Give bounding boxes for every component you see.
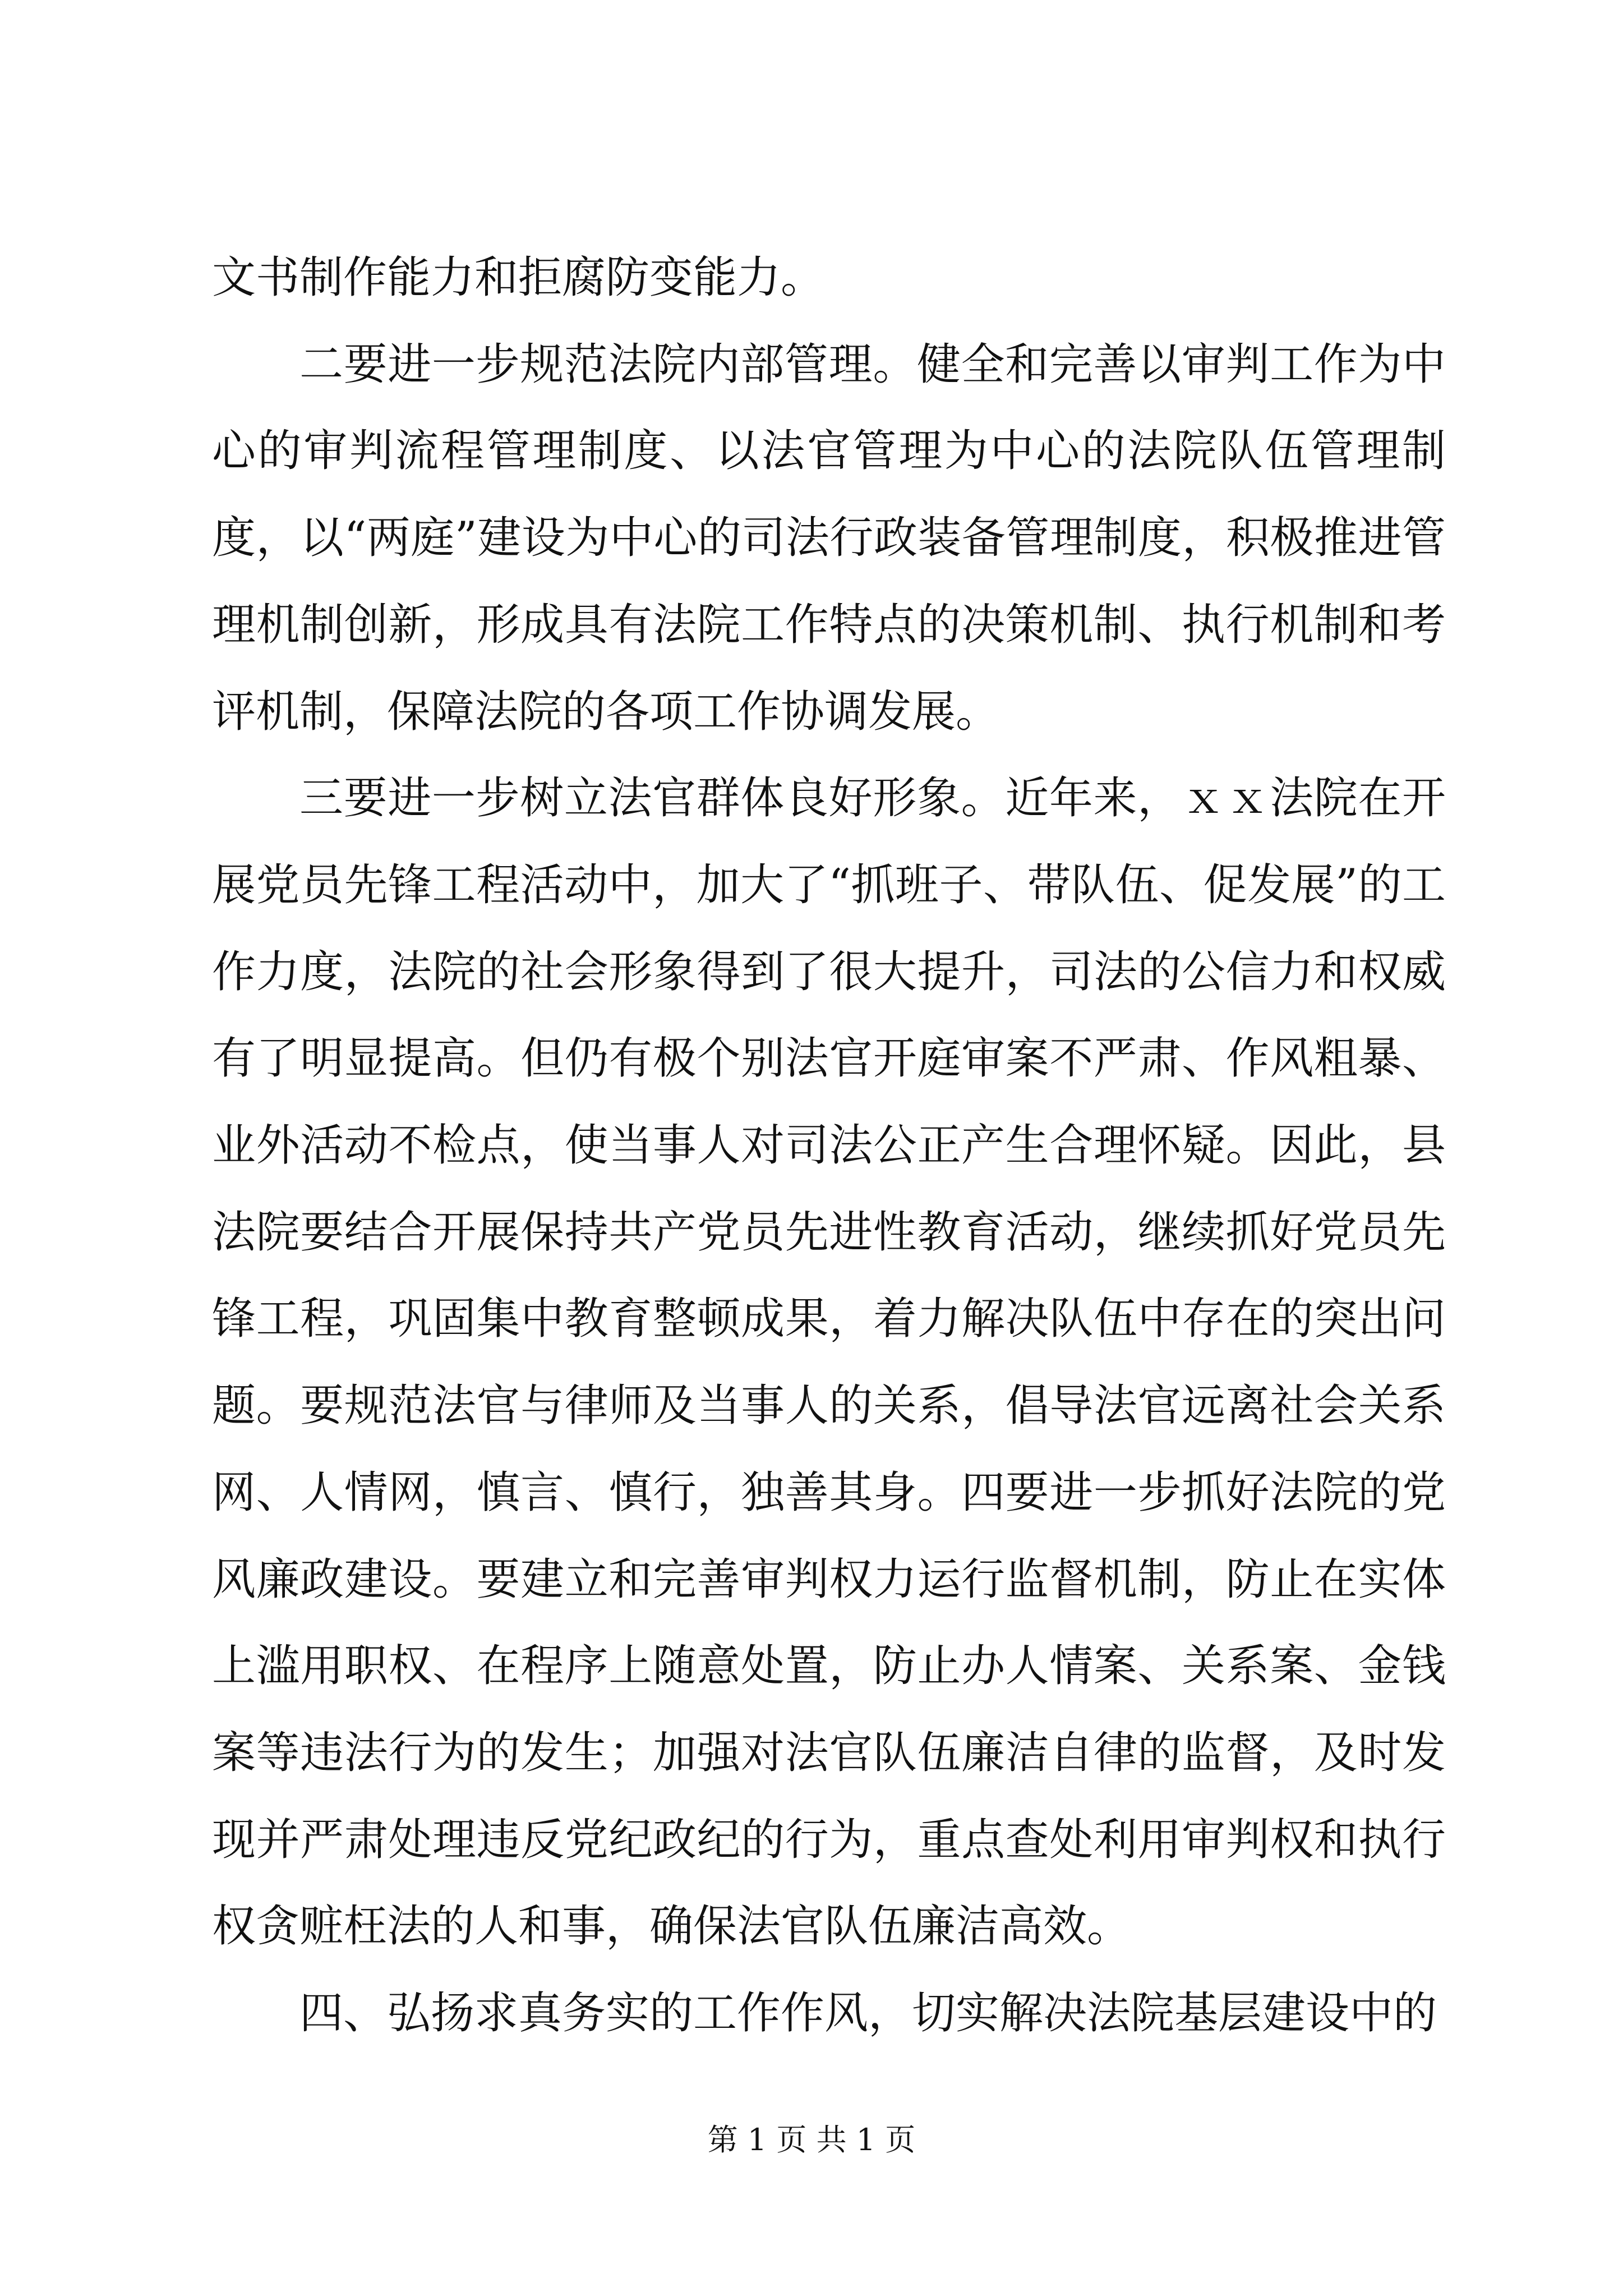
paragraph-continuation: 文书制作能力和拒腐防变能力。 <box>212 252 825 303</box>
paragraph-internal-management: 二要进一步规范法院内部管理。健全和完善以审判工作为中心的审判流程管理制度、以法官管理为中心的法院队伍管理制度，以“两庭”建设为中心的司法行政装备管理制度，积极推进管理机制创新，形成具有法院工作特点的决策机制、执行机制和考评机制，保障法院的各项工作协调发展。 <box>212 339 1446 737</box>
document-body <box>212 234 1446 2057</box>
paragraph-work-style: 四、弘扬求真务实的工作作风，切实解决法院基层建设中的 <box>299 1988 1437 2039</box>
paragraph-judge-image: 三要进一步树立法官群体良好形象。近年来，ｘｘ法院在开展党员先锋工程活动中，加大了“抓班子、带队伍、促发展”的工作力度，法院的社会形象得到了很大提升，司法的公信力和权威有了明显提高。但仍有极个别法官开庭审案不严肃、作风粗暴、业外活动不检点，使当事人对司法公正产生合理怀疑。因此，县法院要结合开展保持共产党员先进性教育活动，继续抓好党员先锋工程，巩固集中教育整顿成果，着力解决队伍中存在的突出问题。要规范法官与律师及当事人的关系，倡导法官远离社会关系网、人情网，慎言、慎行，独善其身。四要进一步抓好法院的党风廉政建设。要建立和完善审判权力运行监督机制，防止在实体上滥用职权、在程序上随意处置，防止办人情案、关系案、金钱案等违法行为的发生；加强对法官队伍廉洁自律的监督，及时发现并严肃处理违反党纪政纪的行为，重点查处利用审判权和执行权贪赃枉法的人和事，确保法官队伍廉洁高效。 <box>212 773 1446 1952</box>
page-footer: 第 1 页 共 1 页 <box>707 2122 916 2157</box>
